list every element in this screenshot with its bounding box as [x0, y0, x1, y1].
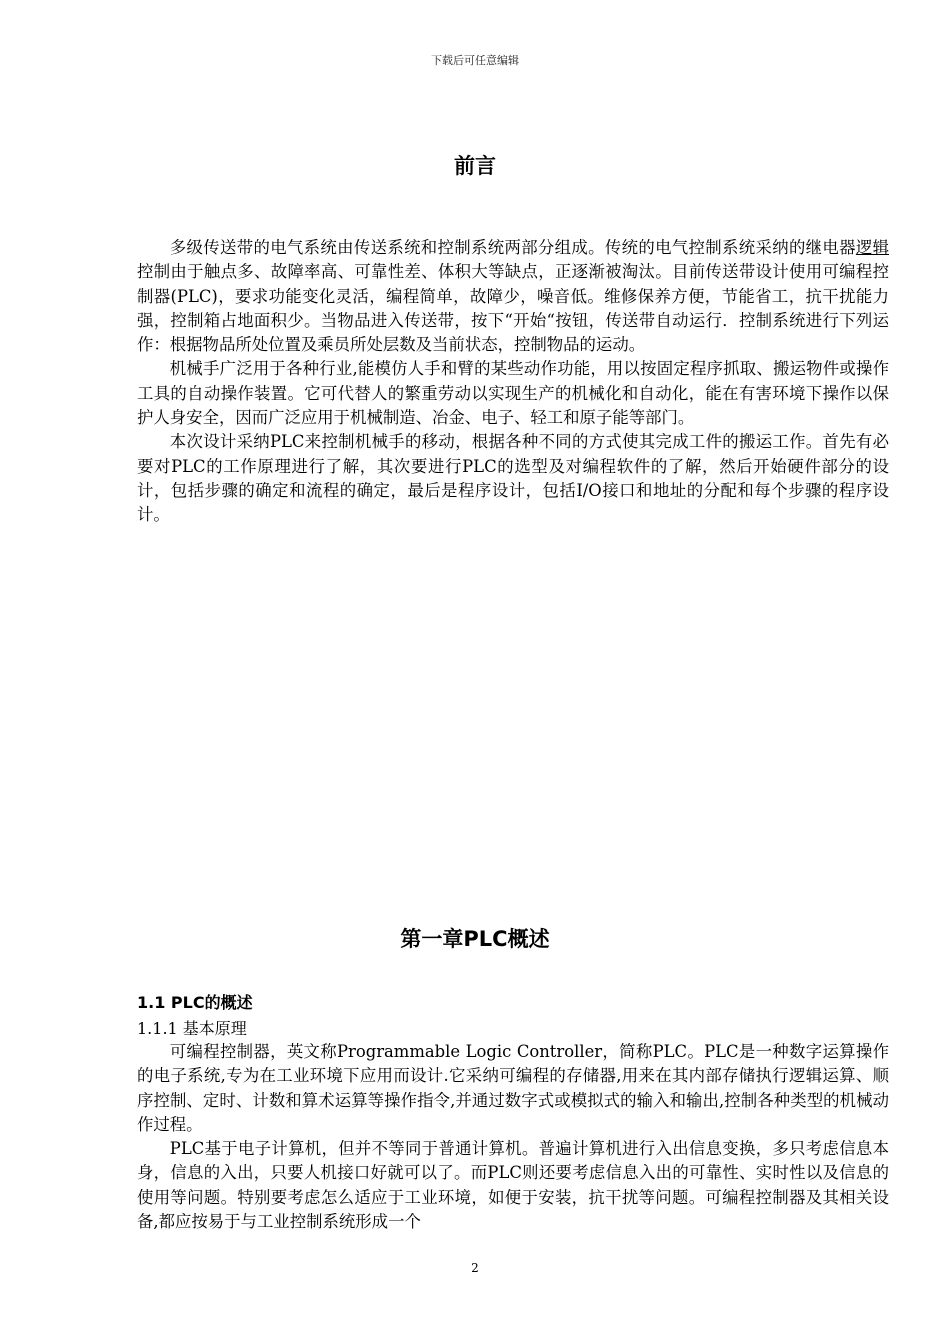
chapter-body — [137, 1040, 889, 1234]
preface-p1-text-b: 控制由于触点多、故障率高、可靠性差、体积大等缺点，正逐渐被淘汰。目前传送带设计使用可编程控制器(PLC)，要求功能变化灵活，编程简单，故障少，噪音低。维修保养方便，节能省工，抗干扰能力强，控制箱占地面积少。当物品进入传送带，按下“开始“按钮，传送带自动运行．控制系统进行下列运作：根据物品所处位置及乘员所处层数及当前状态，控制物品的运动。 — [137, 262, 889, 355]
subsection-heading: 1.1.1 基本原理 — [137, 1019, 247, 1038]
section-heading: 1.1 PLC的概述 — [137, 993, 253, 1012]
preface-paragraph-3: 本次设计采纳PLC来控制机械手的移动，根据各种不同的方式使其完成工件的搬运工作。首先有必要对PLC的工作原理进行了解，其次要进行PLC的选型及对编程软件的了解，然后开始硬件部分的设计，包括步骤的确定和流程的确定，最后是程序设计，包括I/O接口和地址的分配和每个步骤的程序设计。 — [137, 432, 889, 525]
preface-paragraph-2: 机械手广泛用于各种行业,能模仿人手和臂的某些动作功能，用以按固定程序抓取、搬运物件或操作工具的自动操作装置。它可代替人的繁重劳动以实现生产的机械化和自动化，能在有害环境下操作以保护人身安全，因而广泛应用于机械制造、冶金、电子、轻工和原子能等部门。 — [137, 359, 889, 428]
chapter-title: 第一章PLC概述 — [400, 927, 550, 951]
preface-p1-text-a: 多级传送带的电气系统由传送系统和控制系统两部分组成。传统的电气控制系统采纳的继电器 — [169, 238, 856, 257]
chapter-paragraph-1: 可编程控制器，英文称Programmable Logic Controller，简称PLC。PLC是一种数字运算操作的电子系统,专为在工业环境下应用而设计.它采纳可编程的存储器,用来在其内部存储执行逻辑运算、顺序控制、定时、计数和算术运算等操作指令,并通过数字式或模拟式的输入和输出,控制各种类型的机械动作过程。 — [137, 1042, 889, 1134]
page-number: 2 — [471, 1261, 479, 1275]
logic-link[interactable]: 逻辑 — [855, 238, 889, 257]
preface-title: 前言 — [454, 154, 496, 178]
running-header: 下载后可任意编辑 — [431, 54, 519, 67]
preface-paragraph-1 — [137, 236, 889, 357]
preface-body — [137, 236, 889, 528]
chapter-paragraph-2: PLC基于电子计算机，但并不等同于普通计算机。普遍计算机进行入出信息变换，多只考虑信息本身，信息的入出，只要人机接口好就可以了。而PLC则还要考虑信息入出的可靠性、实时性以及信息的使用等问题。特别要考虑怎么适应于工业环境，如便于安装，抗干扰等问题。可编程控制器及其相关设备,都应按易于与工业控制系统形成一个 — [137, 1139, 889, 1232]
